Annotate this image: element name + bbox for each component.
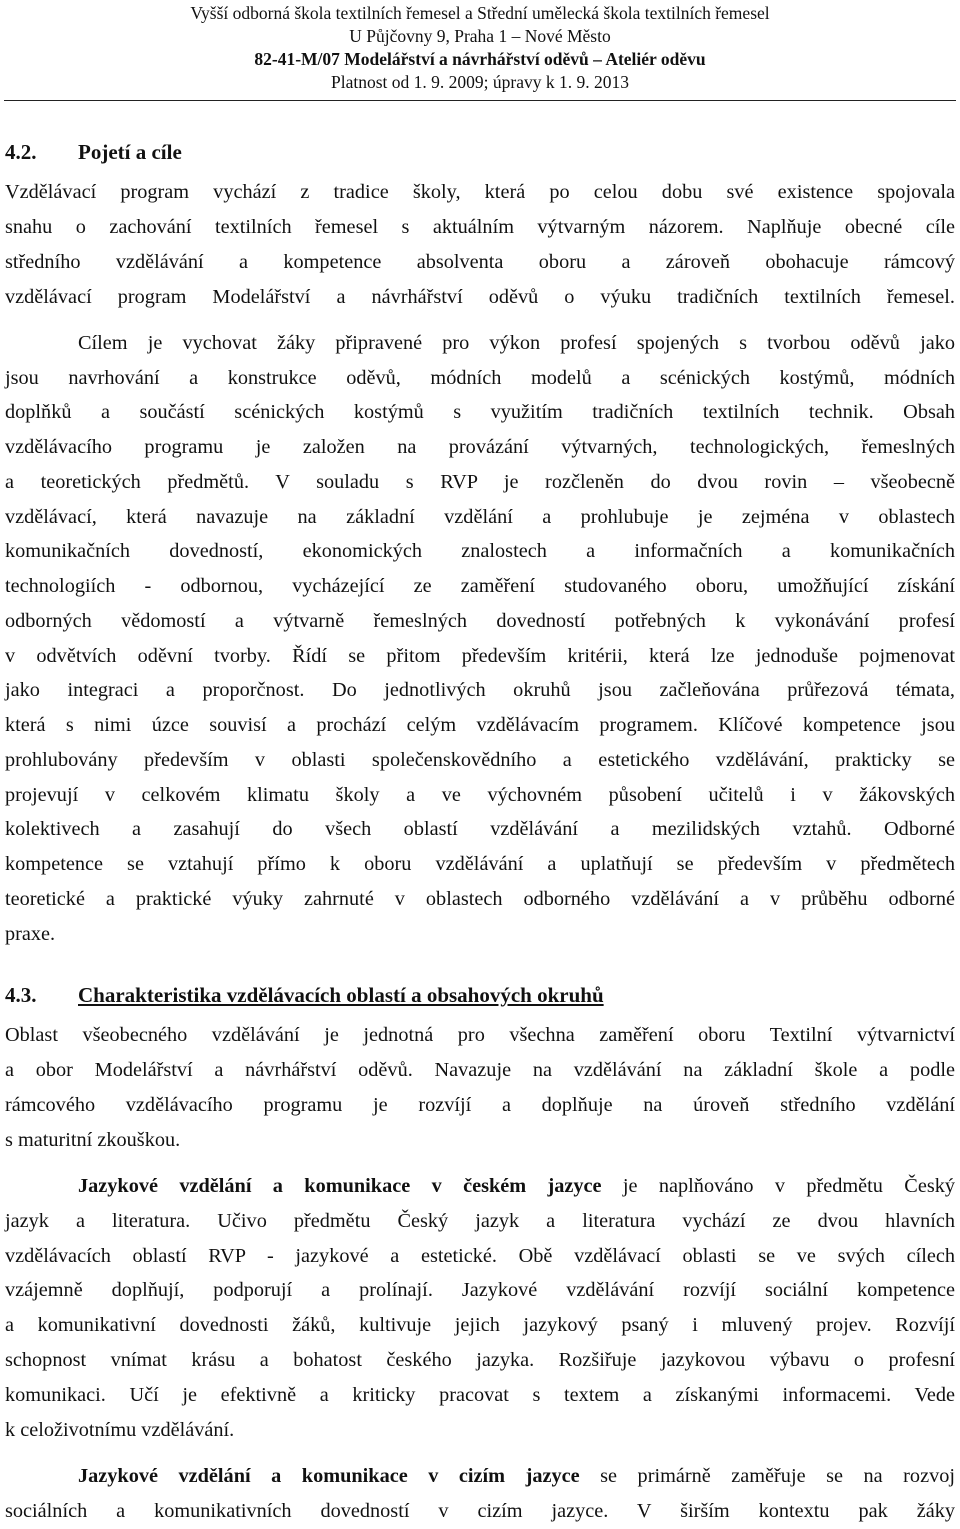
paragraph-lead-bold: Jazykové vzdělání a komunikace v českém jazyce bbox=[78, 1175, 602, 1197]
text-line bbox=[78, 1174, 955, 1198]
text-line: sociálních a komunikativních dovedností v cizím jazyce. V širším kontextu pak žáky bbox=[5, 1500, 955, 1522]
document-header bbox=[0, 2, 960, 94]
paragraph-lead-rest: je naplňováno v předmětu Český bbox=[601, 1175, 955, 1197]
text-line: v odvětvích oděvní tvorby. Řídí se přitom především kritérii, která lze jednoduše pojmenovat bbox=[5, 645, 955, 667]
text-line: doplňků a součástí scénických kostýmů s využitím tradičních textilních technik. Obsah bbox=[5, 401, 955, 423]
text-line: vzdělávacích oblastí RVP - jazykové a estetické. Obě vzdělávací oblasti se ve svých cílech bbox=[5, 1245, 955, 1267]
text-line: projevují v celkovém klimatu školy a ve výchovném působení učitelů i v žákovských bbox=[5, 784, 955, 806]
text-line: vzdělávací, která navazuje na základní vzdělání a prohlubuje je zejména v oblastech bbox=[5, 506, 955, 528]
header-school-name: Vyšší odborná škola textilních řemesel a Střední umělecká škola textilních řemesel bbox=[190, 3, 770, 23]
text-line: prohlubovány především v oblasti společenskovědního a estetického vzdělávání, prakticky se bbox=[5, 749, 955, 771]
section-title: Charakteristika vzdělávacích oblastí a obsahových okruhů bbox=[78, 983, 604, 1007]
header-divider bbox=[4, 100, 956, 101]
text-line: kolektivech a zasahují do všech oblastí vzdělávání a mezilidských vztahů. Odborné bbox=[5, 818, 955, 840]
text-line: vzájemně doplňují, podporují a prolínají. Jazykové vzdělávání rozvíjí sociální kompetence bbox=[5, 1279, 955, 1301]
paragraph-lead-bold: Jazykové vzdělání a komunikace v cizím jazyce bbox=[78, 1465, 580, 1487]
section-title: Pojetí a cíle bbox=[78, 140, 182, 164]
text-line: jazyk a literatura. Učivo předmětu Český jazyk a literatura vychází ze dvou hlavních bbox=[5, 1210, 955, 1232]
text-line: jsou navrhování a konstrukce oděvů, módních modelů a scénických kostýmů, módních bbox=[5, 367, 955, 389]
text-line: praxe. bbox=[5, 923, 56, 945]
text-line: k celoživotnímu vzdělávání. bbox=[5, 1419, 235, 1441]
section-heading-4-3 bbox=[5, 983, 604, 1008]
text-line: snahu o zachování textilních řemesel s aktuálním výtvarným názorem. Naplňuje obecné cíle bbox=[5, 216, 955, 238]
section-number: 4.3. bbox=[5, 983, 37, 1007]
header-address: U Půjčovny 9, Praha 1 – Nové Město bbox=[349, 26, 611, 46]
text-line: a obor Modelářství a návrhářství oděvů. Navazuje na vzdělávání na základní škole a podle bbox=[5, 1059, 955, 1081]
text-line: teoretické a praktické výuky zahrnuté v oblastech odborného vzdělávání a v průběhu odborné bbox=[5, 888, 955, 910]
section-heading-4-2 bbox=[5, 140, 182, 165]
text-line: komunikačních dovedností, ekonomických znalostech a informačních a komunikačních bbox=[5, 540, 955, 562]
text-line: schopnost vnímat krásu a bohatost českého jazyka. Rozšiřuje jazykovou výbavu o profesní bbox=[5, 1349, 955, 1371]
header-validity: Platnost od 1. 9. 2009; úpravy k 1. 9. 2013 bbox=[331, 72, 629, 92]
text-line: technologiích - odbornou, vycházející ze zaměření studovaného oboru, umožňující získání bbox=[5, 575, 955, 597]
text-line: Oblast všeobecného vzdělávání je jednotná pro všechna zaměření oboru Textilní výtvarnictví bbox=[5, 1024, 955, 1046]
text-line bbox=[78, 1464, 955, 1488]
text-line: kompetence se vztahují přímo k oboru vzdělávání a uplatňují se především v předmětech bbox=[5, 853, 955, 875]
section-number: 4.2. bbox=[5, 140, 37, 164]
text-line: rámcového vzdělávacího programu je rozvíjí a doplňuje na úroveň středního vzdělání bbox=[5, 1094, 955, 1116]
text-line: vzdělávací program Modelářství a návrhářství oděvů o výuku tradičních textilních řemesel. bbox=[5, 286, 955, 308]
text-line: odborných vědomostí a výtvarně řemeslných dovedností potřebných k vykonávání profesí bbox=[5, 610, 955, 632]
text-line: a komunikativní dovednosti žáků, kultivuje jejich jazykový psaný i mluvený projev. Rozvíjí bbox=[5, 1314, 955, 1336]
header-program: 82-41-M/07 Modelářství a návrhářství oděvů – Ateliér oděvu bbox=[254, 49, 706, 69]
text-line: jako integraci a proporčnost. Do jednotlivých okruhů jsou začleňována průřezová témata, bbox=[5, 679, 955, 701]
text-line: středního vzdělávání a kompetence absolventa oboru a zároveň obohacuje rámcový bbox=[5, 251, 955, 273]
text-line: Vzdělávací program vychází z tradice školy, která po celou dobu své existence spojovala bbox=[5, 181, 955, 203]
text-line: Cílem je vychovat žáky připravené pro výkon profesí spojených s tvorbou oděvů jako bbox=[78, 332, 955, 354]
text-line: vzdělávacího programu je založen na provázání výtvarných, technologických, řemeslných bbox=[5, 436, 955, 458]
text-line: komunikaci. Učí je efektivně a kriticky pracovat s textem a získanými informacemi. Vede bbox=[5, 1384, 955, 1406]
text-line: a teoretických předmětů. V souladu s RVP je rozčleněn do dvou rovin – všeobecně bbox=[5, 471, 955, 493]
paragraph-lead-rest: se primárně zaměřuje se na rozvoj bbox=[579, 1465, 955, 1487]
text-line: s maturitní zkouškou. bbox=[5, 1129, 181, 1151]
text-line: která s nimi úzce souvisí a prochází celým vzdělávacím programem. Klíčové kompetence jsou bbox=[5, 714, 955, 736]
